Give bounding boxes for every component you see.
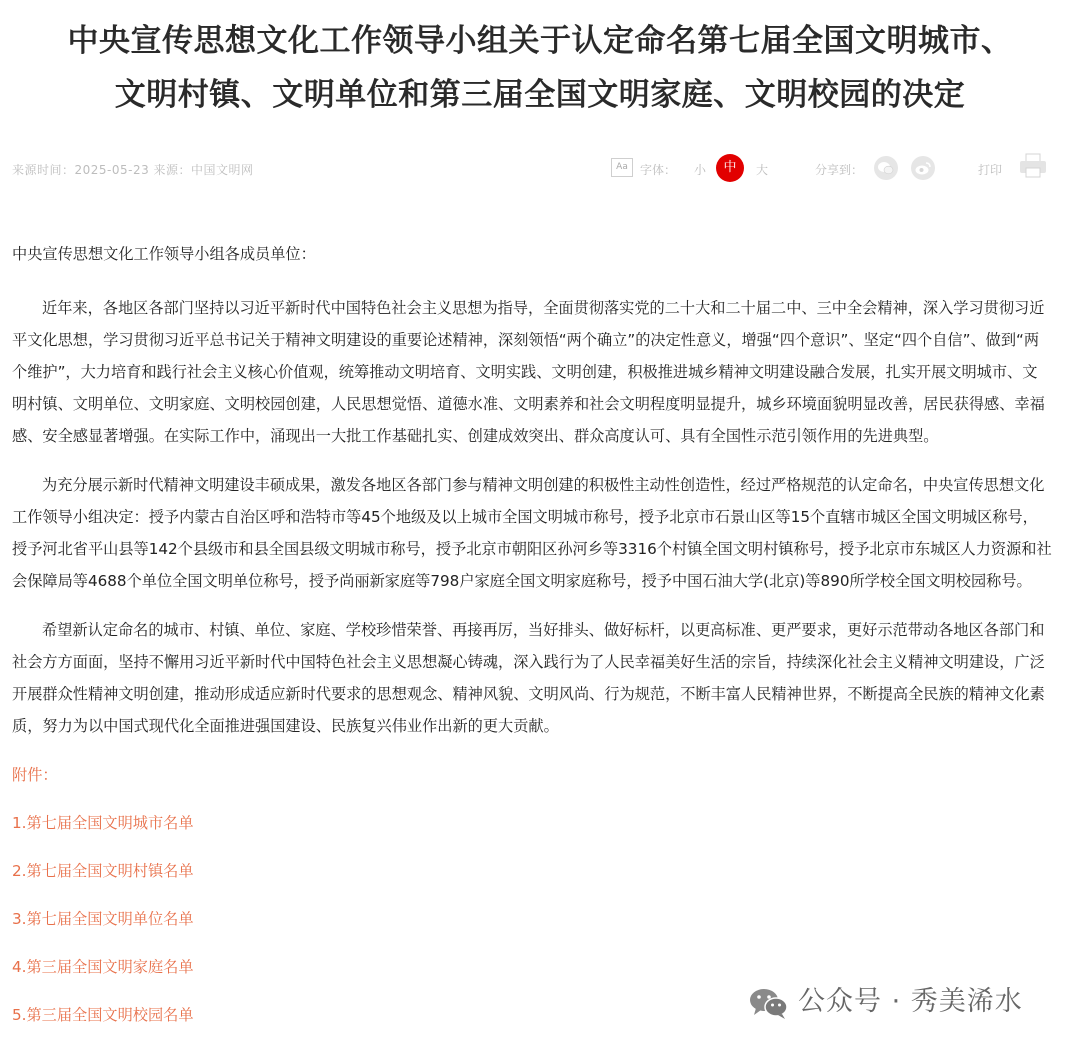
- title-line-1: 中央宣传思想文化工作领导小组关于认定命名第七届全国文明城市、: [67, 23, 1013, 59]
- publish-info: 来源时间：2025-05-23 来源：中国文明网: [12, 163, 254, 177]
- attachment-link[interactable]: 4.第三届全国文明家庭名单: [12, 958, 194, 976]
- article-body: [12, 238, 1052, 1047]
- watermark-text: 公众号 · 秀美浠水: [798, 986, 1023, 1017]
- paragraph-1: 近年来，各地区各部门坚持以习近平新时代中国特色社会主义思想为指导，全面贯彻落实党的二十大和二十届二中、三中全会精神，深入学习贯彻习近平文化思想，学习贯彻习近平总书记关于精神文明建设的重要论述精神，深刻领悟“两个确立”的决定性意义，增强“四个意识”、坚定“四个自信”、做到“两个维护”，大力培育和践行社会主义核心价值观，统筹推动文明培育、文明实践、文明创建，积极推进城乡精神文明建设融合发展，扎实开展文明城市、文明村镇、文明单位、文明家庭、文明校园创建，人民思想觉悟、道德水准、文明素养和社会文明程度明显提升，城乡环境面貌明显改善，居民获得感、幸福感、安全感显著增强。在实际工作中，涌现出一大批工作基础扎实、创建成效突出、群众高度认可、具有全国性示范引领作用的先进典型。: [12, 299, 1045, 445]
- weibo-icon: [911, 156, 935, 180]
- salutation: 中央宣传思想文化工作领导小组各成员单位：: [12, 245, 316, 263]
- share-label: 分享到：: [815, 163, 864, 177]
- attachment-link[interactable]: 2.第七届全国文明村镇名单: [12, 862, 194, 880]
- wechat-share-icon[interactable]: [874, 156, 898, 180]
- wechat-icon: [874, 156, 898, 180]
- printer-icon: [1018, 152, 1048, 180]
- title-line-2: 文明村镇、文明单位和第三届全国文明家庭、文明校园的决定: [114, 77, 966, 113]
- article-meta-bar: [12, 158, 1068, 182]
- article-title: [0, 14, 1080, 122]
- weibo-share-icon[interactable]: [911, 156, 935, 180]
- print-icon[interactable]: [1018, 152, 1048, 183]
- attachment-link[interactable]: 5.第三届全国文明校园名单: [12, 1006, 194, 1024]
- attachments-label: 附件：: [12, 766, 58, 784]
- font-size-label: 字体：: [640, 163, 677, 177]
- font-size-small-button[interactable]: 小: [694, 163, 707, 177]
- paragraph-3: 希望新认定命名的城市、村镇、单位、家庭、学校珍惜荣誉、再接再厉，当好排头、做好标杆，以更高标准、更严要求，更好示范带动各地区各部门和社会方方面面，坚持不懈用习近平新时代中国特色社会主义思想凝心铸魂，深入践行为了人民幸福美好生活的宗旨，持续深化社会主义精神文明建设，广泛开展群众性精神文明创建，推动形成适应新时代要求的思想观念、精神风貌、文明风尚、行为规范，不断丰富人民精神世界，不断提高全民族的精神文化素质，努力为以中国式现代化全面推进强国建设、民族复兴伟业作出新的更大贡献。: [12, 621, 1045, 735]
- attachment-link[interactable]: 1.第七届全国文明城市名单: [12, 814, 194, 832]
- font-size-icon: Aa: [611, 158, 633, 177]
- print-label[interactable]: 打印: [978, 163, 1003, 177]
- attachment-link[interactable]: 3.第七届全国文明单位名单: [12, 910, 194, 928]
- wechat-logo-icon: [748, 986, 790, 1027]
- paragraph-2: 为充分展示新时代精神文明建设丰硕成果，激发各地区各部门参与精神文明创建的积极性主动性创造性，经过严格规范的认定命名，中央宣传思想文化工作领导小组决定：授予内蒙古自治区呼和浩特市等45个地级及以上城市全国文明城市称号，授予北京市石景山区等15个直辖市城区全国文明城区称号，授予河北省平山县等142个县级市和县全国县级文明城市称号，授予北京市朝阳区孙河乡等3316个村镇全国文明村镇称号，授予北京市东城区人力资源和社会保障局等4688个单位全国文明单位称号，授予尚丽新家庭等798户家庭全国文明家庭称号，授予中国石油大学(北京)等890所学校全国文明校园称号。: [12, 476, 1052, 590]
- font-size-medium-button[interactable]: 中: [716, 154, 744, 182]
- font-size-large-button[interactable]: 大: [756, 163, 769, 177]
